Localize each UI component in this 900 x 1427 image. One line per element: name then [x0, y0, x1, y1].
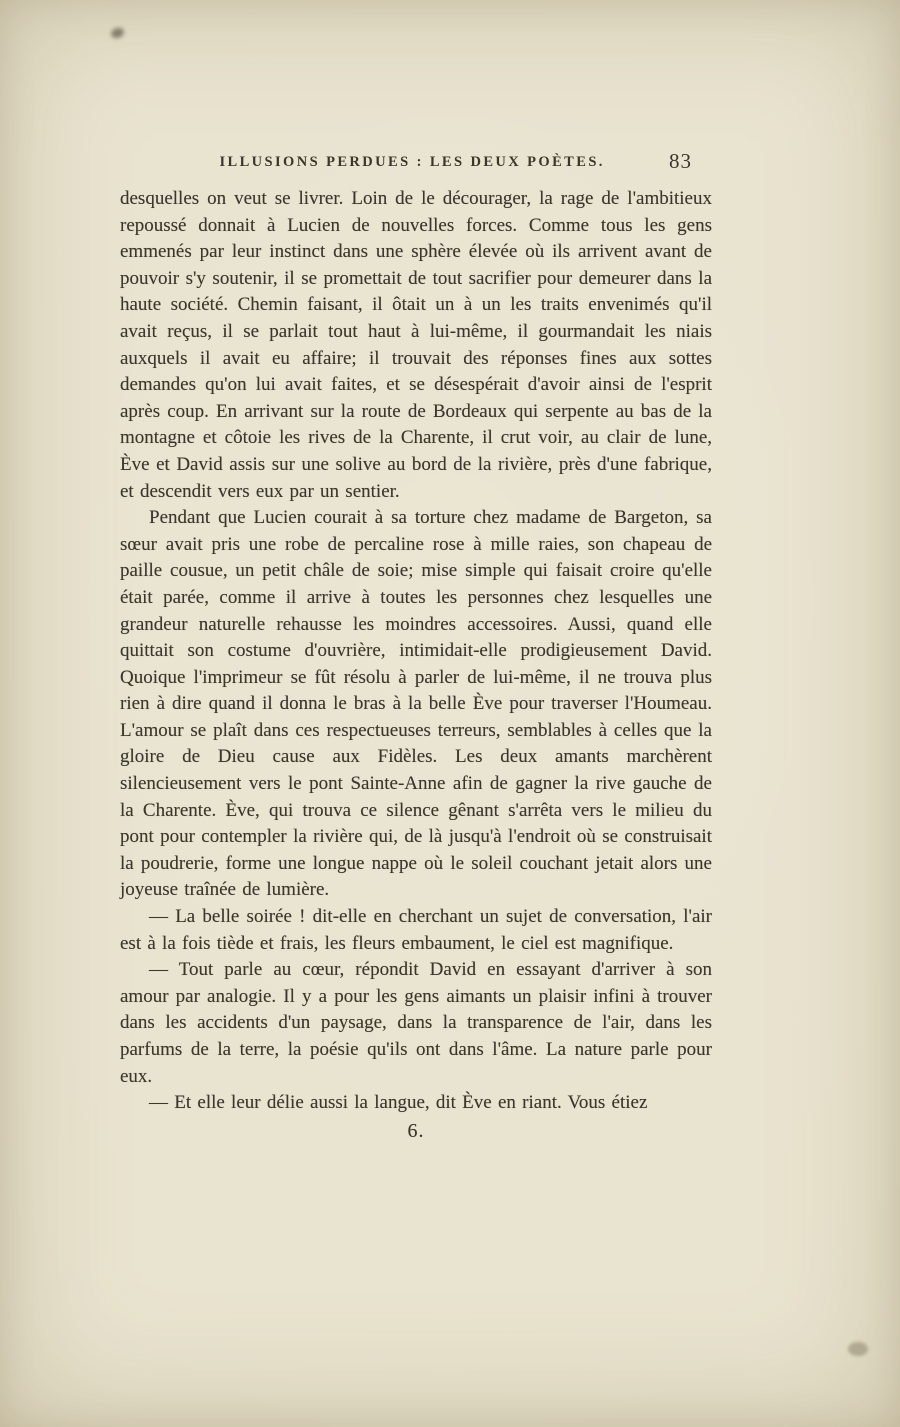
running-title: ILLUSIONS PERDUES : LES DEUX POÈTES. [219, 154, 605, 170]
paragraph-dialogue-eve: — La belle soirée ! dit-elle en cherchant un sujet de conversation, l'air est à la fois tiède et frais, les fleurs embaument, le ciel est magnifique. [120, 906, 712, 954]
ink-smudge-top-left [110, 26, 126, 40]
text-block [120, 186, 712, 1143]
running-header [120, 149, 712, 178]
paragraph-dialogue-eve-reply: — Et elle leur délie aussi la langue, dit Ève en riant. Vous étiez [149, 1092, 648, 1114]
page-number: 83 [669, 149, 692, 173]
paragraph-dialogue-david: — Tout parle au cœur, répondit David en essayant d'arriver à son amour par analogie. Il y a pour les gens aimants un plaisir infini à trouver dans les accidents d'un paysage, dans la transparence de l'air, dans les parfums de la terre, la poésie qu'ils ont dans l'âme. La nature parle pour eux. [120, 959, 712, 1087]
ink-smudge-bottom-right [848, 1342, 868, 1356]
signature-mark: 6. [407, 1119, 425, 1142]
paragraph-narrative: Pendant que Lucien courait à sa torture chez madame de Bargeton, sa sœur avait pris une robe de percaline rose à mille raies, son chapeau de paille cousue, un petit châle de soie; mise simple qui faisait croire qu'elle était parée, comme il arrive à toutes les personnes chez lesquelles une grandeur naturelle rehausse les moindres accessoires. Aussi, quand elle quittait son costume d'ouvrière, intimidait-elle prodigieusement David. Quoique l'imprimeur se fût résolu à parler de lui-même, il ne trouva plus rien à dire quand il donna le bras à la belle Ève pour traverser l'Houmeau. L'amour se plaît dans ces respectueuses terreurs, semblables à celles que la gloire de Dieu cause aux Fidèles. Les deux amants marchèrent silencieusement vers le pont Sainte-Anne afin de gagner la rive gauche de la Charente. Ève, qui trouva ce silence gênant s'arrêta vers le milieu du pont pour contempler la rivière qui, de là jusqu'à l'endroit où se construisait la poudrerie, forme une longue nappe où le soleil couchant jetait alors une joyeuse traînée de lumière. [120, 507, 712, 901]
paragraph-continuation: desquelles on veut se livrer. Loin de le décourager, la rage de l'ambitieux repoussé donnait à Lucien de nouvelles forces. Comme tous les gens emmenés par leur instinct dans une sphère élevée où ils arrivent avant de pouvoir s'y soutenir, il se promettait de tout sacrifier pour demeurer dans la haute société. Chemin faisant, il ôtait un à un les traits envenimés qu'il avait reçus, il se parlait tout haut à lui-même, il gourmandait les niais auxquels il avait eu affaire; il trouvait des réponses fines aux sottes demandes qu'on lui avait faites, et se désespérait d'avoir ainsi de l'esprit après coup. En arrivant sur la route de Bordeaux qui serpente au bas de la montagne et côtoie les rives de la Charente, il crut voir, au clair de lune, Ève et David assis sur une solive au bord de la rivière, près d'une fabrique, et descendit vers eux par un sentier. [120, 188, 712, 502]
